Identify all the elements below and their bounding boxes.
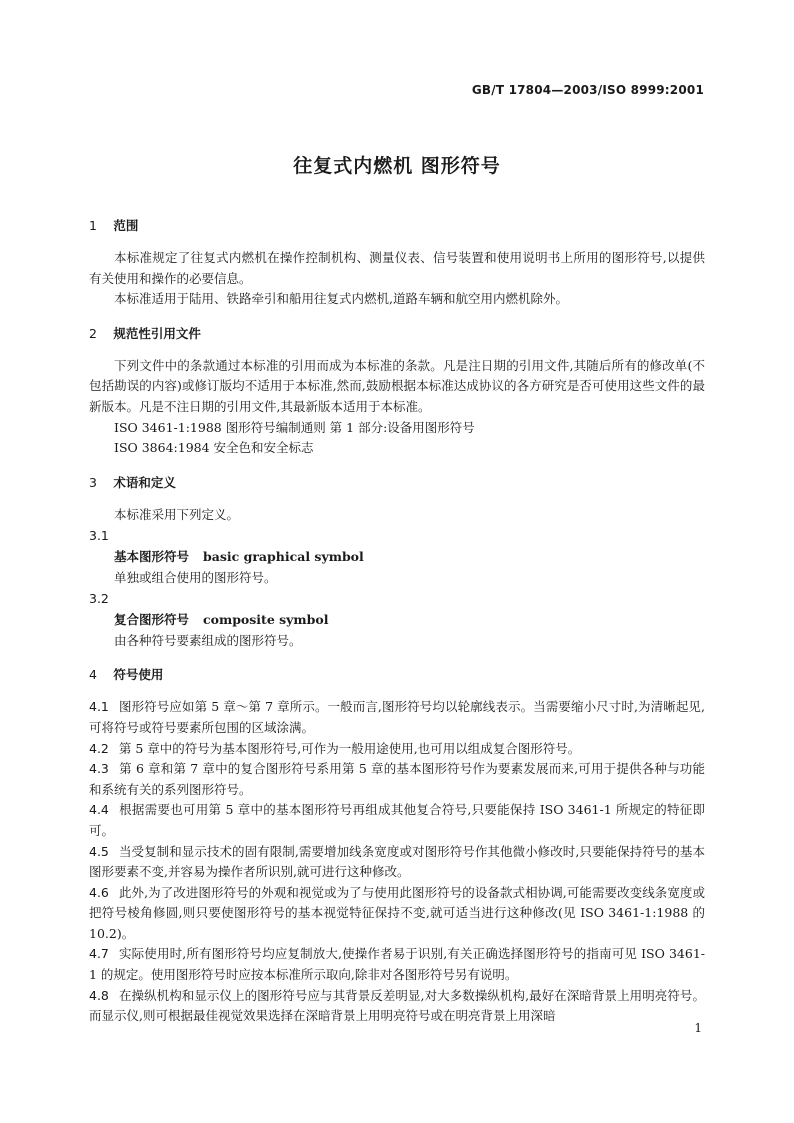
section-heading-scope	[89, 216, 705, 236]
clause-number: 4.8	[89, 987, 109, 1003]
section-heading-normative-references	[89, 324, 705, 344]
clause-number: 4.6	[89, 884, 109, 900]
reference-item: ISO 3461-1:1988 图形符号编制通则 第 1 部分:设备用图形符号	[114, 419, 475, 435]
term-heading	[89, 546, 705, 567]
clause-text: 第 6 章和第 7 章中的复合图形符号系用第 5 章的基本图形符号作为要素发展而来,可用于提供各种与功能和系统有关的系列图形符号。	[89, 761, 705, 797]
clause	[89, 883, 705, 945]
reference-item: ISO 3864:1984 安全色和安全标志	[114, 440, 314, 456]
clause-number: 4.3	[89, 761, 109, 777]
section-title: 符号使用	[113, 667, 164, 683]
clause-text: 第 5 章中的符号为基本图形符号,可作为一般用途使用,也可用以组成复合图形符号。	[118, 740, 581, 756]
paragraph: 本标准采用下列定义。	[114, 506, 240, 522]
clause	[89, 759, 705, 800]
clause	[89, 842, 705, 883]
clause-number: 4.7	[89, 946, 109, 962]
clause-number: 4.5	[89, 843, 109, 859]
term-english: basic graphical symbol	[203, 549, 364, 565]
term-english: composite symbol	[203, 612, 329, 628]
paragraph: 本标准适用于陆用、铁路牵引和船用往复式内燃机,道路车辆和航空用内燃机除外。	[114, 291, 568, 307]
clause-text: 实际使用时,所有图形符号均应复制放大,使操作者易于识别,有关正确选择图形符号的指南可见 ISO 3461-1 的规定。使用图形符号时应按本标准所示取向,除非对各图形符号另有说明。	[89, 946, 705, 983]
clause	[89, 986, 705, 1027]
clause	[89, 944, 705, 985]
clause-text: 此外,为了改进图形符号的外观和视觉或为了与使用此图形符号的设备款式相协调,可能需要改变线条宽度或把符号棱角修圆,则只要使图形符号的基本视觉特征保持不变,就可适当进行这种修改(见 ISO 3461-1:1988 的 10.2)。	[89, 884, 705, 941]
section-title: 术语和定义	[113, 474, 176, 490]
paragraph: 下列文件中的条款通过本标准的引用而成为本标准的条款。凡是注日期的引用文件,其随后所有的修改单(不包括勘误的内容)或修订版均不适用于本标准,然而,鼓励根据本标准达成协议的各方研究是否可使用这些文件的最新版本。凡是不注日期的引用文件,其最新版本适用于本标准。	[89, 357, 705, 414]
standard-code: GB/T 17804—2003/ISO 8999:2001	[471, 83, 704, 97]
clause-text: 图形符号应如第 5 章～第 7 章所示。一般而言,图形符号均以轮廓线表示。当需要缩小尺寸时,为清晰起见,可将符号或符号要素所包围的区域涂满。	[89, 699, 705, 735]
section-number: 1	[89, 218, 97, 233]
document-body	[89, 216, 705, 1027]
page-number: 1	[694, 1021, 702, 1035]
clause-number: 4.1	[89, 699, 109, 715]
clause	[89, 739, 705, 760]
section-title: 范围	[113, 218, 139, 233]
term-chinese: 基本图形符号	[114, 549, 190, 565]
clause-text: 在操纵机构和显示仪上的图形符号应与其背景反差明显,对大多数操纵机构,最好在深暗背景上用明亮符号。而显示仪,则可根据最佳视觉效果选择在深暗背景上用明亮符号或在明亮背景上用深暗	[89, 987, 705, 1024]
clause	[89, 800, 705, 841]
term-number: 3.2	[89, 591, 109, 607]
term-definition: 单独或组合使用的图形符号。	[114, 570, 277, 586]
clause-text: 当受复制和显示技术的固有限制,需要增加线条宽度或对图形符号作其他微小修改时,只要能保持符号的基本图形要素不变,并容易为操作者所识别,就可进行这种修改。	[89, 843, 705, 880]
section-number: 2	[89, 325, 97, 341]
document-title: 往复式内燃机 图形符号	[293, 155, 501, 177]
clause-text: 根据需要也可用第 5 章中的基本图形符号再组成其他复合符号,只要能保持 ISO 3461-1 所规定的特征即可。	[89, 802, 705, 838]
section-heading-symbol-use	[89, 665, 705, 685]
term-chinese: 复合图形符号	[114, 612, 190, 628]
clause-number: 4.2	[89, 740, 109, 756]
clause	[89, 697, 705, 738]
term-definition: 由各种符号要素组成的图形符号。	[114, 633, 302, 649]
section-number: 3	[89, 474, 97, 490]
clause-number: 4.4	[89, 802, 109, 818]
term-number: 3.1	[89, 528, 109, 544]
section-heading-terms-definitions	[89, 473, 705, 493]
section-number: 4	[89, 667, 97, 683]
section-title: 规范性引用文件	[113, 325, 201, 341]
paragraph: 本标准规定了往复式内燃机在操作控制机构、测量仪表、信号装置和使用说明书上所用的图形符号,以提供有关使用和操作的必要信息。	[89, 250, 705, 286]
term-heading	[89, 609, 705, 630]
